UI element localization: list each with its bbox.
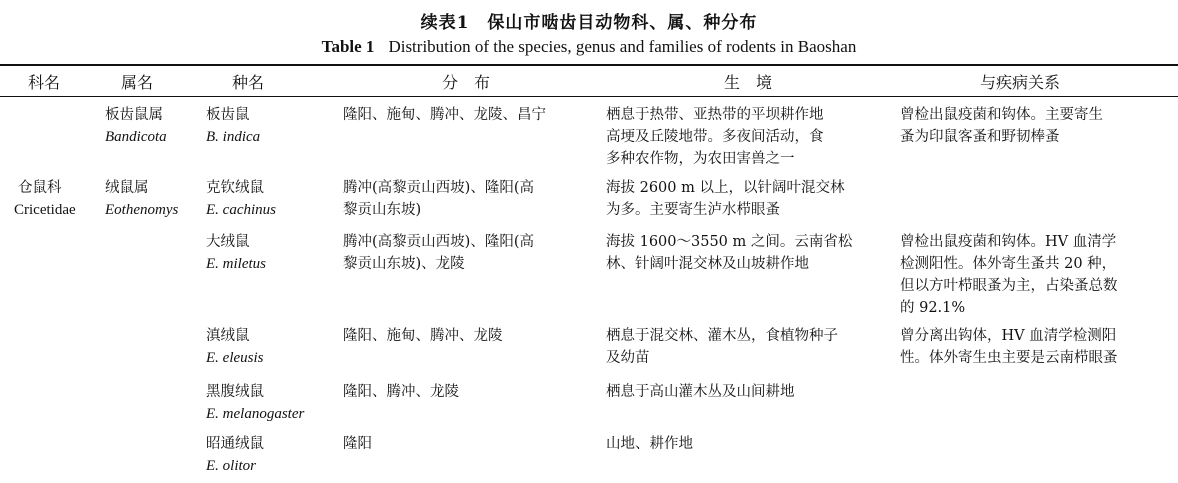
habitat-line: 高埂及丘陵地带。多夜间活动，食: [606, 129, 824, 145]
species-latin-name: E. melanogaster: [206, 406, 305, 422]
table-title-chinese: 续表1 保山市啮齿目动物科、属、种分布: [420, 13, 758, 33]
header-distribution: 分 布: [442, 73, 491, 92]
genus-latin-name: Eothenomys: [105, 202, 179, 218]
species-latin-name: E. miletus: [206, 256, 266, 272]
species-latin-name: E. olitor: [206, 458, 257, 474]
disease-relation-line: 曾检出鼠疫菌和钩体。主要寄生: [900, 107, 1103, 123]
family-name: 仓鼠科: [18, 180, 62, 196]
header-genus: 属名: [121, 73, 154, 92]
table-header-rule: [0, 96, 1178, 97]
species-name: 黑腹绒鼠: [206, 384, 264, 400]
disease-relation-line: 曾检出鼠疫菌和钩体。HV 血清学: [900, 234, 1117, 250]
distribution-line: 隆阳: [343, 436, 372, 452]
header-species: 种名: [232, 73, 265, 92]
distribution-line: 腾冲(高黎贡山西坡)、隆阳(高: [343, 180, 534, 196]
habitat-line: 林、针阔叶混交林及山坡耕作地: [606, 256, 809, 272]
table-label: Table 1: [321, 37, 375, 56]
disease-relation-line: 曾分离出钩体，HV 血清学检测阳: [900, 328, 1117, 344]
species-name: 昭通绒鼠: [206, 436, 264, 452]
distribution-line: 隆阳、腾冲、龙陵: [343, 384, 459, 400]
table-caption: Distribution of the species, genus and families of rodents in Baoshan: [388, 37, 857, 56]
species-name: 克钦绒鼠: [206, 180, 264, 196]
distribution-line: 黎贡山东坡): [343, 202, 422, 218]
habitat-line: 及幼苗: [606, 350, 650, 366]
habitat-line: 海拔 1600～3550 m 之间。云南省松: [606, 234, 853, 250]
genus-name: 绒鼠属: [105, 180, 149, 196]
table-title-english: [0, 37, 1178, 57]
distribution-line: 隆阳、施甸、腾冲、龙陵、昌宁: [343, 107, 546, 123]
distribution-line: 隆阳、施甸、腾冲、龙陵: [343, 328, 503, 344]
species-name: 板齿鼠: [206, 107, 250, 123]
genus-latin-name: Bandicota: [105, 129, 167, 145]
species-latin-name: E. cachinus: [206, 202, 276, 218]
habitat-line: 栖息于高山灌木丛及山间耕地: [606, 384, 795, 400]
table-top-rule: [0, 64, 1178, 66]
disease-relation-line: 检测阳性。体外寄生蚤共 20 种，: [900, 256, 1117, 272]
species-name: 滇绒鼠: [206, 328, 250, 344]
disease-relation-line: 但以方叶栉眼蚤为主，占染蚤总数: [900, 278, 1118, 294]
genus-name: 板齿鼠属: [105, 107, 163, 123]
habitat-line: 栖息于热带、亚热带的平坝耕作地: [606, 107, 824, 123]
distribution-line: 腾冲(高黎贡山西坡)、隆阳(高: [343, 234, 534, 250]
habitat-line: 山地、耕作地: [606, 436, 693, 452]
habitat-line: 为多。主要寄生泸水栉眼蚤: [606, 202, 780, 218]
species-name: 大绒鼠: [206, 234, 250, 250]
header-habitat: 生 境: [724, 73, 773, 92]
family-latin-name: Cricetidae: [14, 202, 76, 218]
habitat-line: 栖息于混交林、灌木丛，食植物种子: [606, 328, 838, 344]
header-disease: 与疾病关系: [980, 73, 1061, 92]
distribution-line: 黎贡山东坡)、龙陵: [343, 256, 465, 272]
species-latin-name: E. eleusis: [206, 350, 264, 366]
header-family: 科名: [28, 73, 61, 92]
disease-relation-line: 蚤为印鼠客蚤和野韧棒蚤: [900, 129, 1060, 145]
habitat-line: 海拔 2600 m 以上，以针阔叶混交林: [606, 180, 845, 196]
species-latin-name: B. indica: [206, 129, 261, 145]
disease-relation-line: 性。体外寄生虫主要是云南栉眼蚤: [900, 350, 1118, 366]
disease-relation-line: 的 92.1%: [900, 300, 966, 316]
habitat-line: 多种农作物，为农田害兽之一: [606, 151, 795, 167]
